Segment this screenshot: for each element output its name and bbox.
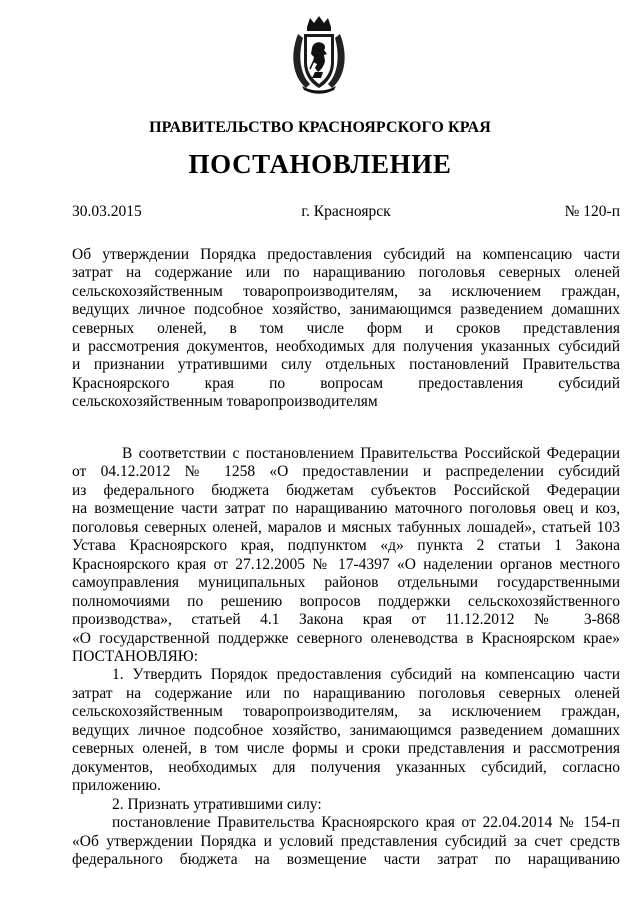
subject-line: ведущих личное подсобное хозяйство, занимающимся разведением домашних bbox=[72, 301, 620, 319]
body-line: федерального бюджета на возмещение части затрат по наращиванию bbox=[72, 850, 620, 868]
document-date: 30.03.2015 bbox=[72, 203, 142, 220]
subject-line: сельскохозяйственным товаропроизводителям bbox=[72, 393, 378, 411]
body-line: на возмещение части затрат по наращиванию маточного поголовья овец и коз, bbox=[72, 500, 620, 518]
document-number: № 120-п bbox=[564, 203, 620, 220]
body-line: из федерального бюджета бюджетам субъектов Российской Федерации bbox=[72, 481, 620, 499]
body-line: поголовья северных оленей, маралов и мясных табунных лошадей», статьей 103 bbox=[72, 518, 620, 536]
subject-line: Об утверждении Порядка предоставления субсидий на компенсацию части bbox=[72, 246, 620, 263]
body-line: «О государственной поддержке северного оленеводства в Красноярском крае» bbox=[72, 629, 620, 647]
body-line: производства», статьей 4.1 Закона края от 11.12.2012 № 3-868 bbox=[72, 611, 620, 629]
subject-line: северных оленей, в том числе форм и сроков представления bbox=[72, 319, 620, 337]
body-line: 2. Признать утратившими силу: bbox=[112, 795, 322, 813]
document-meta-row bbox=[72, 203, 620, 223]
body-line: приложению. bbox=[72, 777, 161, 795]
subject-line: Красноярского края по вопросам предоставления субсидий bbox=[72, 374, 620, 392]
body-line: самоуправления муниципальных районов отдельными государственными bbox=[72, 574, 620, 592]
document-city: г. Красноярск bbox=[301, 203, 391, 220]
subject-line: затрат на содержание или по наращиванию поголовья северных оленей bbox=[72, 264, 620, 282]
body-line: ведущих личное подсобное хозяйство, занимающимся разведением домашних bbox=[72, 721, 620, 739]
body-line: сельскохозяйственным товаропроизводителям, за исключением граждан, bbox=[72, 703, 620, 721]
subject-line: и признании утратившими силу отдельных постановлений Правительства bbox=[72, 356, 620, 374]
body-line: документов, необходимых для получения указанных субсидий, согласно bbox=[72, 758, 620, 776]
body-line: 1. Утвердить Порядок предоставления субсидий на компенсацию части bbox=[112, 666, 620, 684]
document-type-title: ПОСТАНОВЛЕНИЕ bbox=[188, 149, 452, 179]
body-line: Красноярского края от 27.12.2005 № 17-4397 «О наделении органов местного bbox=[72, 555, 620, 573]
body-line: полномочиями по решению вопросов поддержки сельскохозяйственного bbox=[72, 592, 620, 610]
resolution-keyword: ПОСТАНОВЛЯЮ: bbox=[72, 647, 199, 665]
body-line: Устава Красноярского края, подпунктом «д» пункта 2 статьи 1 Закона bbox=[72, 537, 620, 555]
document-body bbox=[72, 445, 620, 869]
subject-line: и рассмотрения документов, необходимых для получения указанных субсидий bbox=[72, 338, 620, 356]
organization-title: ПРАВИТЕЛЬСТВО КРАСНОЯРСКОГО КРАЯ bbox=[149, 119, 491, 136]
document-subject bbox=[72, 246, 620, 412]
body-line: «Об утверждении Порядка и условий представления субсидий за счет средств bbox=[72, 832, 620, 850]
body-line: от 04.12.2012 № 1258 «О предоставлении и распределении субсидий bbox=[72, 463, 620, 481]
body-line: северных оленей, в том числе формы и сроки представления и рассмотрения bbox=[72, 740, 620, 758]
body-line: постановление Правительства Красноярского края от 22.04.2014 № 154-п bbox=[112, 814, 620, 832]
subject-line: сельскохозяйственным товаропроизводителям, за исключением граждан, bbox=[72, 282, 620, 300]
body-line: затрат на содержание или по наращиванию поголовья северных оленей bbox=[72, 684, 620, 702]
coat-of-arms-icon bbox=[288, 14, 350, 94]
body-line: В соответствии с постановлением Правительства Российской Федерации bbox=[122, 445, 620, 462]
